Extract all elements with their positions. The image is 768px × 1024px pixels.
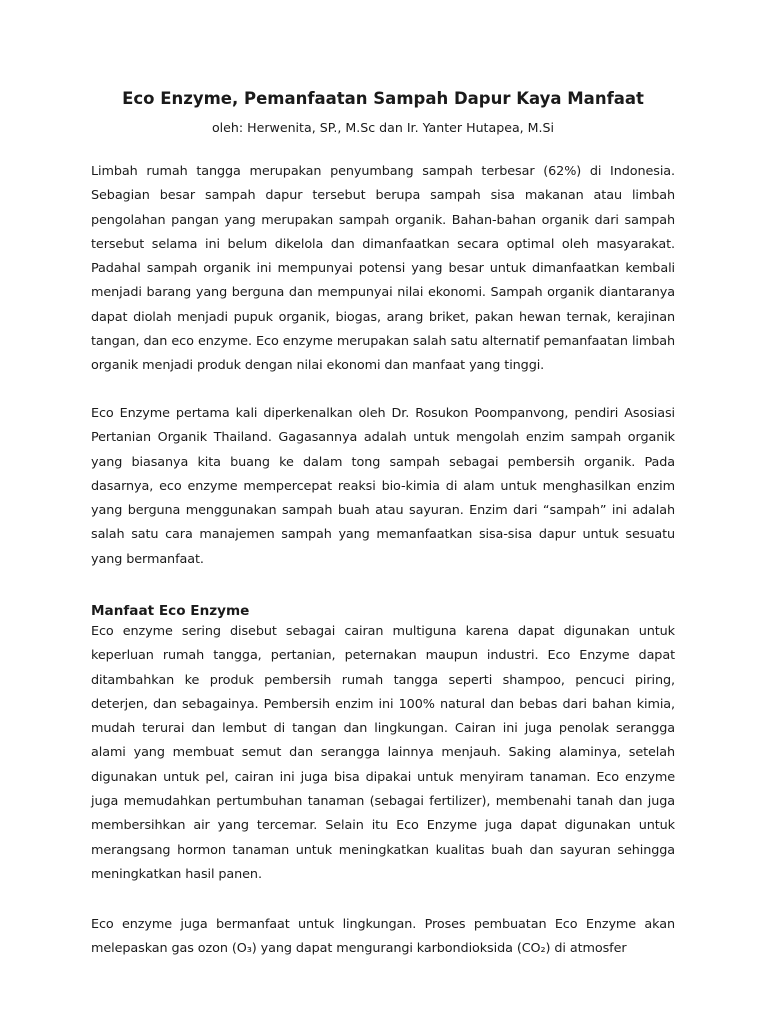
paragraph-2: Eco Enzyme pertama kali diperkenalkan oleh Dr. Rosukon Poompanvong, pendiri Asosiasi Pertanian Organik Thailand. Gagasannya adalah untuk mengolah enzim sampah organik yang biasanya kita buang ke dalam tong sampah sebagai pembersih organik. Pada dasarnya, eco enzyme mempercepat reaksi bio-kimia di alam untuk menghasilkan enzim yang berguna menggunakan sampah buah atau sayuran. Enzim dari “sampah” ini adalah salah satu cara manajemen sampah yang memanfaatkan sisa-sisa dapur untuk sesuatu yang bermanfaat. — [91, 406, 675, 567]
paragraph-4: Eco enzyme juga bermanfaat untuk lingkungan. Proses pembuatan Eco Enzyme akan melepaskan gas ozon (O₃) yang dapat mengurangi karbondioksida (CO₂) di atmosfer — [91, 917, 675, 957]
document-authors: oleh: Herwenita, SP., M.Sc dan Ir. Yanter Hutapea, M.Si — [211, 120, 555, 135]
section-heading: Manfaat Eco Enzyme — [91, 603, 250, 619]
document-title: Eco Enzyme, Pemanfaatan Sampah Dapur Kaya Manfaat — [122, 89, 644, 108]
paragraph-3: Eco enzyme sering disebut sebagai cairan multiguna karena dapat digunakan untuk keperluan rumah tangga, pertanian, peternakan maupun industri. Eco Enzyme dapat ditambahkan ke produk pembersih rumah tangga seperti shampoo, pencuci piring, deterjen, dan sebagainya. Pembersih enzim ini 100% natural dan bebas dari bahan kimia, mudah terurai dan lembut di tangan dan lingkungan. Cairan ini juga penolak serangga alami yang membuat semut dan serangga lainnya menjauh. Saking alaminya, setelah digunakan untuk pel, cairan ini juga bisa dipakai untuk menyiram tanaman. Eco enzyme juga memudahkan pertumbuhan tanaman (sebagai fertilizer), membenahi tanah dan juga membersihkan air yang tercemar. Selain itu Eco Enzyme juga dapat digunakan untuk merangsang hormon tanaman untuk meningkatkan kualitas buah dan sayuran sehingga meningkatkan hasil panen. — [91, 624, 675, 882]
paragraph-1: Limbah rumah tangga merupakan penyumbang sampah terbesar (62%) di Indonesia. Sebagian besar sampah dapur tersebut berupa sampah sisa makanan atau limbah pengolahan pangan yang merupakan sampah organik. Bahan-bahan organik dari sampah tersebut selama ini belum dikelola dan dimanfaatkan secara optimal oleh masyarakat. Padahal sampah organik ini mempunyai potensi yang besar untuk dimanfaatkan kembali menjadi barang yang berguna dan mempunyai nilai ekonomi. Sampah organik diantaranya dapat diolah menjadi pupuk organik, biogas, arang briket, pakan hewan ternak, kerajinan tangan, dan eco enzyme. Eco enzyme merupakan salah satu alternatif pemanfaatan limbah organik menjadi produk dengan nilai ekonomi dan manfaat yang tinggi. — [91, 164, 675, 374]
